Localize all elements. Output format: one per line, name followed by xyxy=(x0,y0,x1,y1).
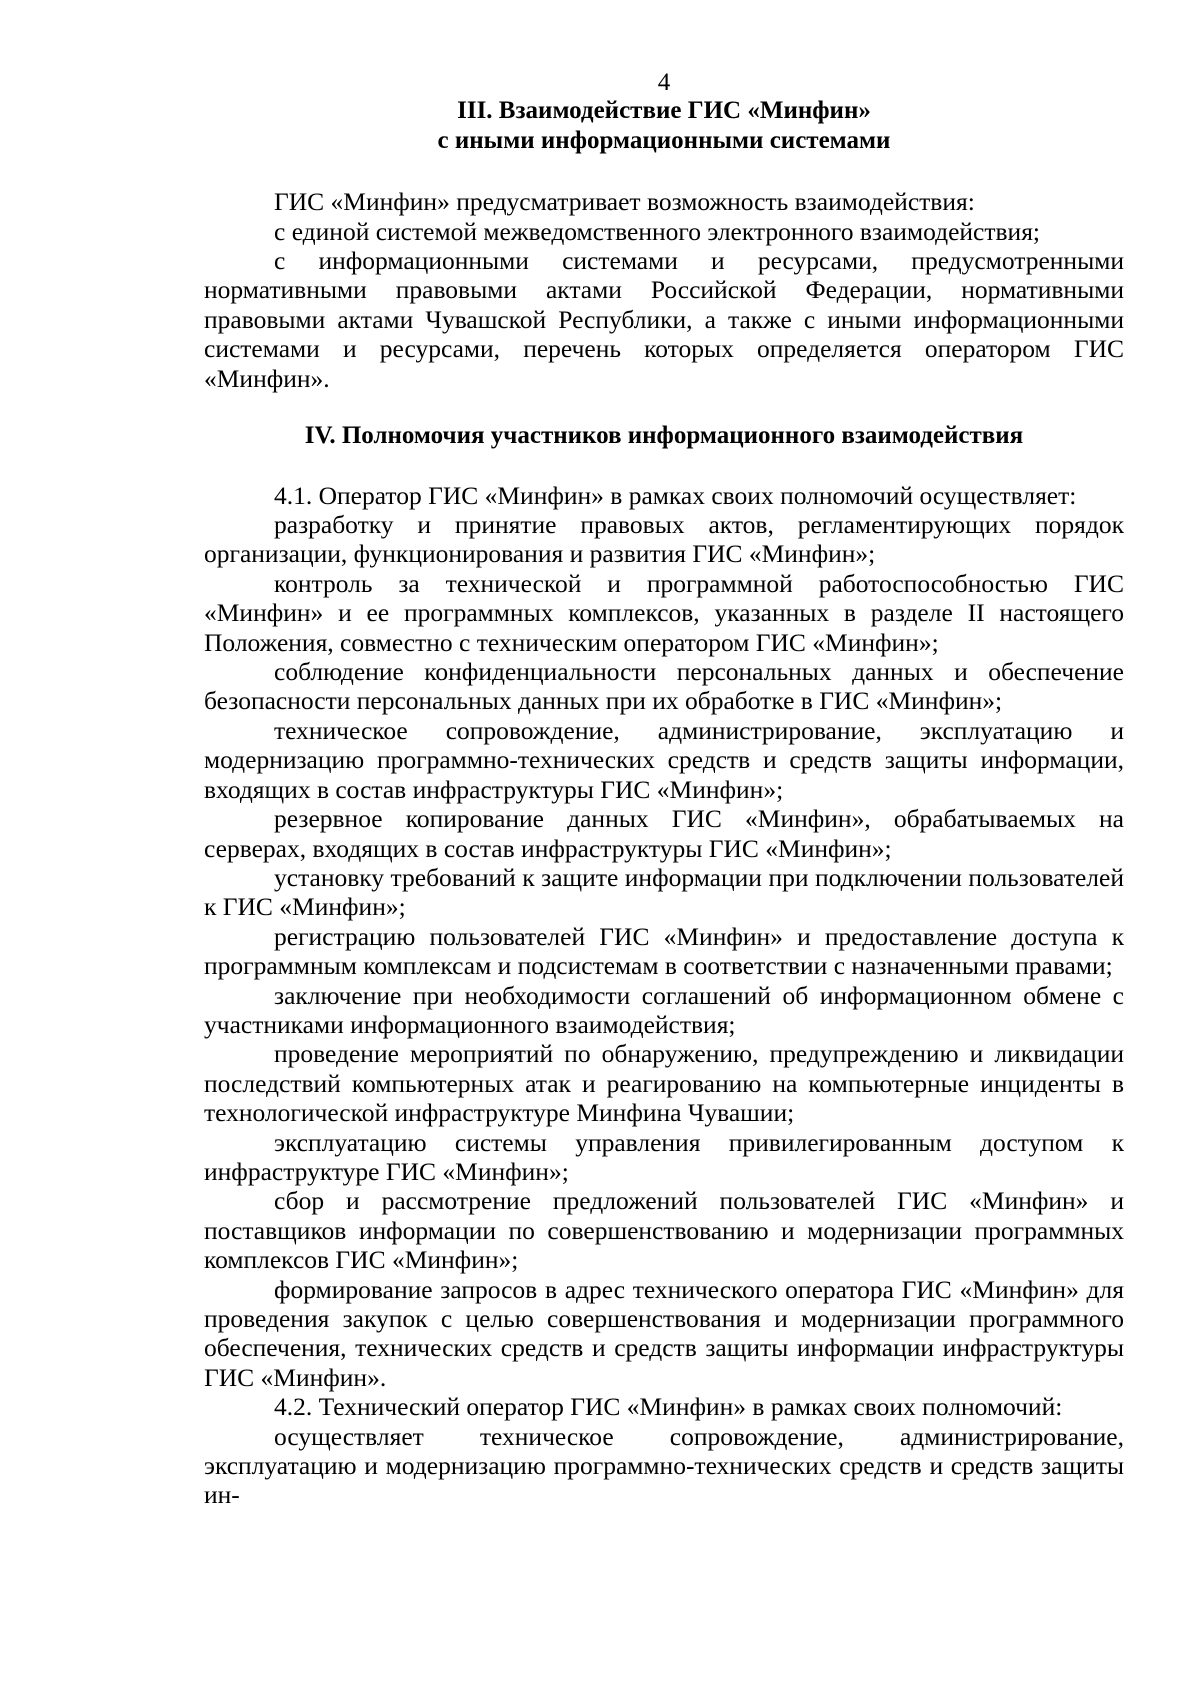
section-3-paragraph: ГИС «Минфин» предусматривает возможность взаимодействия: xyxy=(274,187,975,217)
section-4-paragraph: сбор и рассмотрение предложений пользователей ГИС «Минфин» и поставщиков информации по совершенствованию и модернизации программных комплексов ГИС «Минфин»; xyxy=(204,1186,1124,1275)
section-4-paragraph: разработку и принятие правовых актов, регламентирующих порядок организации, функционирования и развития ГИС «Минфин»; xyxy=(204,510,1124,569)
section-4-paragraph: осуществляет техническое сопровождение, администрирование, эксплуатацию и модернизацию программно-технических средств и средств защиты ин- xyxy=(204,1421,1124,1510)
section-4-paragraph: регистрацию пользователей ГИС «Минфин» и предоставление доступа к программным комплексам и подсистемам в соответствии с назначенными правами; xyxy=(204,921,1124,981)
section-4-paragraph: заключение при необходимости соглашений об информационном обмене с участниками информационного взаимодействия; xyxy=(204,980,1124,1039)
section-4-paragraph: 4.2. Технический оператор ГИС «Минфин» в рамках своих полномочий: xyxy=(274,1392,1063,1422)
section-4-paragraph: техническое сопровождение, администрирование, эксплуатацию и модернизацию программно-технических средств и средств защиты информации, входящих в состав инфраструктуры ГИС «Минфин»; xyxy=(204,715,1124,804)
section-4-heading xyxy=(204,421,1124,451)
section-4-paragraph: соблюдение конфиденциальности персональных данных и обеспечение безопасности персональных данных при их обработке в ГИС «Минфин»; xyxy=(204,657,1124,716)
section-3-title-line-1: III. Взаимодействие ГИС «Минфин» xyxy=(457,97,871,124)
section-3-title-line-2: с иными информационными системами xyxy=(437,126,891,154)
section-4-body xyxy=(204,481,1124,1510)
section-4-paragraph: контроль за технической и программной работоспособностью ГИС «Минфин» и ее программных комплексов, указанных в разделе II настоящего Положения, совместно с техническим оператором ГИС «Минфин»; xyxy=(204,568,1124,657)
section-3-paragraph: с информационными системами и ресурсами, предусмотренными нормативными правовыми актами Российской Федерации, нормативными правовыми актами Чувашской Республики, а также с иными информационными системами и ресурсами, перечень которых определяется оператором ГИС «Минфин». xyxy=(204,246,1124,393)
section-3-paragraph: с единой системой межведомственного электронного взаимодействия; xyxy=(274,216,1041,246)
section-3-heading xyxy=(204,96,1124,155)
section-4-paragraph: формирование запросов в адрес технического оператора ГИС «Минфин» для проведения закупок с целью совершенствования и модернизации программного обеспечения, технических средств и средств защиты информации инфраструктуры ГИС «Минфин». xyxy=(204,1274,1124,1392)
section-4-paragraph: резервное копирование данных ГИС «Минфин», обрабатываемых на серверах, входящих в состав инфраструктуры ГИС «Минфин»; xyxy=(204,804,1124,863)
section-4-title: IV. Полномочия участников информационного взаимодействия xyxy=(304,422,1024,450)
section-4-paragraph: установку требований к защите информации при подключении пользователей к ГИС «Минфин»; xyxy=(204,862,1124,922)
section-4-paragraph: проведение мероприятий по обнаружению, предупреждению и ликвидации последствий компьютерных атак и реагированию на компьютерные инциденты в технологической инфраструктуре Минфина Чувашии; xyxy=(204,1039,1124,1128)
section-4-paragraph: эксплуатацию системы управления привилегированным доступом к инфраструктуре ГИС «Минфин»; xyxy=(204,1127,1124,1186)
page-number: 4 xyxy=(657,69,671,96)
document-page xyxy=(204,70,1124,1510)
section-3-body xyxy=(204,187,1124,393)
section-4-paragraph: 4.1. Оператор ГИС «Минфин» в рамках своих полномочий осуществляет: xyxy=(274,480,1077,510)
